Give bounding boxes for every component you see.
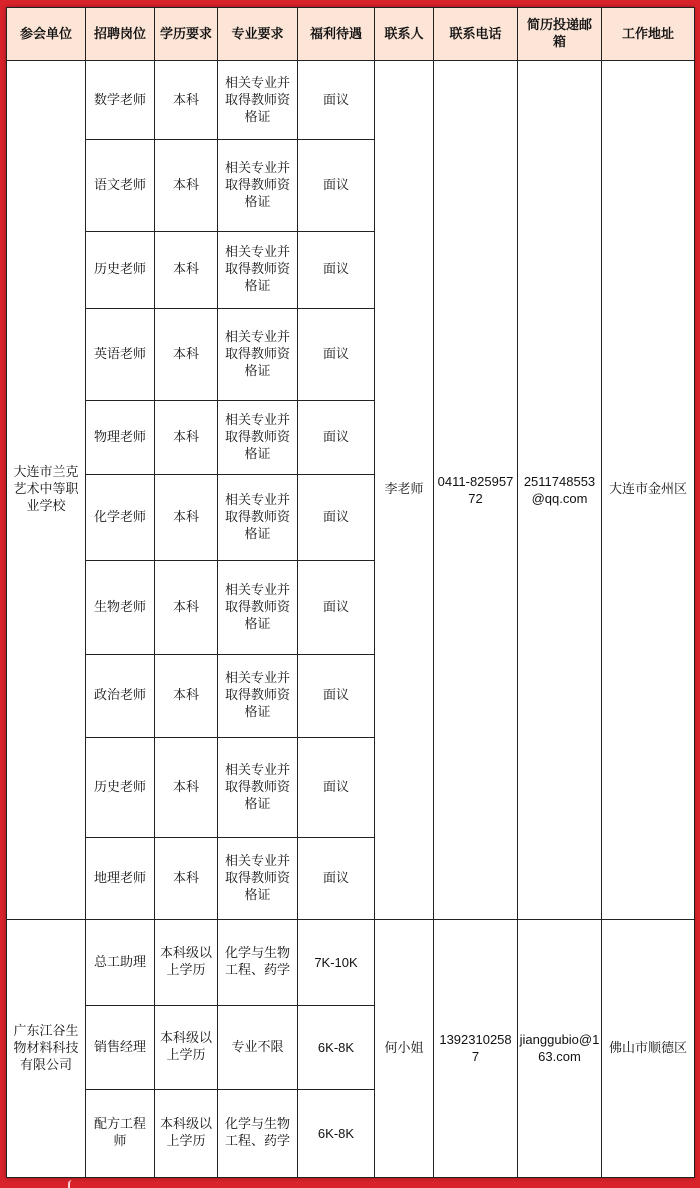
table-row	[7, 61, 695, 140]
education-cell: 本科	[155, 561, 218, 654]
job-listing-frame	[6, 7, 694, 1178]
position-cell: 历史老师	[86, 737, 155, 837]
education-cell: 本科	[155, 737, 218, 837]
education-cell: 本科级以上学历	[155, 1006, 218, 1089]
major-cell: 相关专业并取得教师资格证	[218, 309, 298, 400]
header-position: 招聘岗位	[86, 8, 155, 61]
header-company: 参会单位	[7, 8, 86, 61]
email-cell: 2511748553@qq.com	[518, 61, 602, 920]
position-cell: 配方工程师	[86, 1089, 155, 1178]
benefits-cell: 面议	[298, 231, 375, 308]
education-cell: 本科级以上学历	[155, 919, 218, 1005]
education-cell: 本科	[155, 838, 218, 919]
header-education: 学历要求	[155, 8, 218, 61]
major-cell: 专业不限	[218, 1006, 298, 1089]
position-cell: 历史老师	[86, 231, 155, 308]
benefits-cell: 面议	[298, 140, 375, 231]
education-cell: 本科	[155, 231, 218, 308]
position-cell: 物理老师	[86, 400, 155, 474]
header-address: 工作地址	[602, 8, 695, 61]
position-cell: 化学老师	[86, 474, 155, 560]
position-cell: 销售经理	[86, 1006, 155, 1089]
education-cell: 本科	[155, 309, 218, 400]
benefits-cell: 6K-8K	[298, 1089, 375, 1178]
major-cell: 化学与生物工程、药学	[218, 919, 298, 1005]
major-cell: 相关专业并取得教师资格证	[218, 231, 298, 308]
benefits-cell: 7K-10K	[298, 919, 375, 1005]
company-name-cell: 广东江谷生物材料科技有限公司	[7, 919, 86, 1177]
major-cell: 相关专业并取得教师资格证	[218, 140, 298, 231]
contact-cell: 何小姐	[375, 919, 434, 1177]
header-benefits: 福利待遇	[298, 8, 375, 61]
company-name-cell: 大连市兰克艺术中等职业学校	[7, 61, 86, 920]
contact-cell: 李老师	[375, 61, 434, 920]
position-cell: 总工助理	[86, 919, 155, 1005]
education-cell: 本科级以上学历	[155, 1089, 218, 1178]
benefits-cell: 面议	[298, 838, 375, 919]
benefits-cell: 面议	[298, 654, 375, 737]
position-cell: 数学老师	[86, 61, 155, 140]
benefits-cell: 面议	[298, 474, 375, 560]
email-cell: jianggubio@163.com	[518, 919, 602, 1177]
benefits-cell: 面议	[298, 61, 375, 140]
education-cell: 本科	[155, 61, 218, 140]
header-row	[7, 8, 695, 61]
major-cell: 相关专业并取得教师资格证	[218, 474, 298, 560]
benefits-cell: 面议	[298, 400, 375, 474]
address-cell: 佛山市顺德区	[602, 919, 695, 1177]
phone-cell: 0411-82595772	[434, 61, 518, 920]
header-contact: 联系人	[375, 8, 434, 61]
major-cell: 相关专业并取得教师资格证	[218, 400, 298, 474]
benefits-cell: 面议	[298, 737, 375, 837]
job-table	[6, 7, 695, 1178]
phone-cell: 13923102587	[434, 919, 518, 1177]
education-cell: 本科	[155, 140, 218, 231]
header-email: 简历投递邮箱	[518, 8, 602, 61]
major-cell: 相关专业并取得教师资格证	[218, 561, 298, 654]
benefits-cell: 面议	[298, 309, 375, 400]
major-cell: 相关专业并取得教师资格证	[218, 737, 298, 837]
address-cell: 大连市金州区	[602, 61, 695, 920]
header-major: 专业要求	[218, 8, 298, 61]
position-cell: 地理老师	[86, 838, 155, 919]
position-cell: 生物老师	[86, 561, 155, 654]
major-cell: 相关专业并取得教师资格证	[218, 654, 298, 737]
education-cell: 本科	[155, 654, 218, 737]
position-cell: 英语老师	[86, 309, 155, 400]
benefits-cell: 面议	[298, 561, 375, 654]
position-cell: 政治老师	[86, 654, 155, 737]
table-row	[7, 919, 695, 1005]
benefits-cell: 6K-8K	[298, 1006, 375, 1089]
major-cell: 相关专业并取得教师资格证	[218, 838, 298, 919]
education-cell: 本科	[155, 400, 218, 474]
education-cell: 本科	[155, 474, 218, 560]
major-cell: 相关专业并取得教师资格证	[218, 61, 298, 140]
header-phone: 联系电话	[434, 8, 518, 61]
decorative-curve	[68, 1180, 74, 1188]
major-cell: 化学与生物工程、药学	[218, 1089, 298, 1178]
position-cell: 语文老师	[86, 140, 155, 231]
